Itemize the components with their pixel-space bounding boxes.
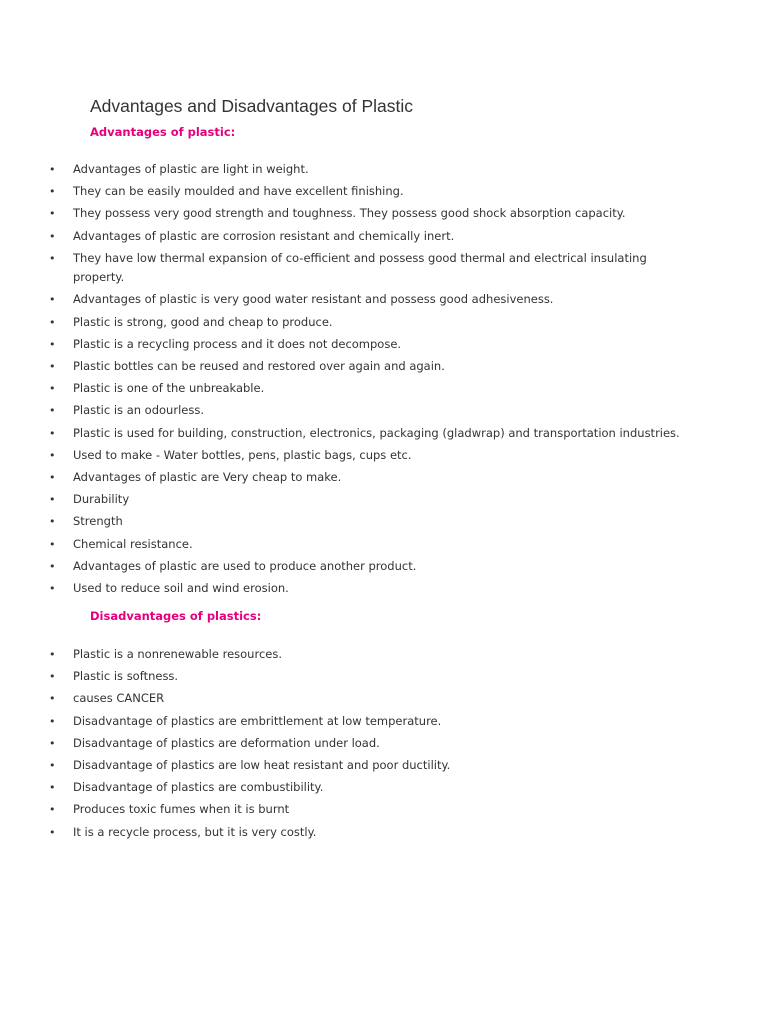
bullet-icon: • <box>49 670 56 684</box>
list-item-text: Plastic is a nonrenewable resources. <box>73 647 282 661</box>
list-item <box>0 490 700 510</box>
list-item-text: Plastic is softness. <box>73 669 179 684</box>
bullet-icon: • <box>49 360 56 373</box>
list-item-text: Advantages of plastic are used to produce another product. <box>73 558 417 573</box>
disadvantages-list <box>0 645 700 845</box>
list-item <box>0 756 700 776</box>
bullet-icon: • <box>49 337 56 351</box>
list-item <box>0 689 700 709</box>
list-item <box>0 468 700 488</box>
list-item <box>0 579 700 599</box>
list-item <box>0 313 700 333</box>
list-item <box>0 446 700 466</box>
list-item <box>0 249 700 288</box>
bullet-icon: • <box>49 781 56 795</box>
bullet-icon: • <box>49 293 56 307</box>
bullet-icon: • <box>49 251 56 265</box>
list-item-text: Plastic bottles can be reused and restored over again and again. <box>73 359 445 373</box>
list-item-text: Plastic is an odourless. <box>73 403 204 418</box>
advantages-heading: Advantages of plastic: <box>90 125 236 139</box>
list-item <box>0 712 700 732</box>
advantages-list <box>0 160 700 601</box>
list-item <box>0 557 700 577</box>
bullet-icon: • <box>49 537 56 551</box>
bullet-icon: • <box>49 163 56 176</box>
bullet-icon: • <box>49 515 56 529</box>
list-item <box>0 160 700 180</box>
list-item-text: Plastic is strong, good and cheap to produce. <box>73 314 333 329</box>
list-item-text: They can be easily moulded and have excellent finishing. <box>73 184 404 199</box>
bullet-icon: • <box>49 382 56 396</box>
list-item <box>0 401 700 421</box>
list-item <box>0 182 700 202</box>
list-item-text: Produces toxic fumes when it is burnt <box>73 802 290 817</box>
list-item-text: causes CANCER <box>73 691 165 706</box>
bullet-icon: • <box>49 185 56 199</box>
disadvantages-heading: Disadvantages of plastics: <box>90 609 262 623</box>
bullet-icon: • <box>49 207 56 221</box>
list-item <box>0 335 700 355</box>
list-item-text: Used to make - Water bottles, pens, plastic bags, cups etc. <box>73 447 412 462</box>
list-item <box>0 778 700 798</box>
bullet-icon: • <box>49 493 56 507</box>
list-item-text: Advantages of plastic are corrosion resistant and chemically inert. <box>73 228 455 243</box>
bullet-icon: • <box>49 229 56 243</box>
list-item-text: They have low thermal expansion of co-efficient and possess good thermal and electrical insulating property. <box>73 250 647 285</box>
list-item <box>0 357 700 377</box>
list-item-text: Strength <box>73 514 123 529</box>
bullet-icon: • <box>49 692 56 706</box>
bullet-icon: • <box>49 648 56 661</box>
list-item-text: They possess very good strength and toughness. They possess good shock absorption capacity. <box>73 206 626 221</box>
list-item <box>0 379 700 399</box>
list-item-text: Advantages of plastic are light in weight. <box>73 162 309 176</box>
list-item-text: Advantages of plastic is very good water resistant and possess good adhesiveness. <box>73 292 554 307</box>
list-item-text: Durability <box>73 492 130 507</box>
list-item-text: Plastic is a recycling process and it does not decompose. <box>73 336 402 351</box>
page-title: Advantages and Disadvantages of Plastic <box>90 96 413 116</box>
list-item <box>0 535 700 555</box>
list-item <box>0 227 700 247</box>
list-item <box>0 204 700 224</box>
list-item-text: Chemical resistance. <box>73 536 193 551</box>
bullet-icon: • <box>49 736 56 750</box>
list-item <box>0 823 700 843</box>
bullet-icon: • <box>49 426 56 440</box>
bullet-icon: • <box>49 559 56 573</box>
list-item <box>0 512 700 532</box>
bullet-icon: • <box>49 803 56 817</box>
list-item <box>0 667 700 687</box>
bullet-icon: • <box>49 714 56 728</box>
list-item-text: Disadvantage of plastics are combustibility. <box>73 780 324 795</box>
bullet-icon: • <box>49 315 56 329</box>
bullet-icon: • <box>49 404 56 418</box>
list-item-text: Plastic is one of the unbreakable. <box>73 381 265 396</box>
list-item <box>0 734 700 754</box>
list-item-text: Used to reduce soil and wind erosion. <box>73 580 289 595</box>
list-item-text: It is a recycle process, but it is very costly. <box>73 824 317 839</box>
list-item-text: Plastic is used for building, construction, electronics, packaging (gladwrap) and transportation industries. <box>73 425 680 440</box>
list-item-text: Disadvantage of plastics are embrittlement at low temperature. <box>73 713 442 728</box>
list-item <box>0 800 700 820</box>
bullet-icon: • <box>49 825 56 839</box>
list-item-text: Advantages of plastic are Very cheap to make. <box>73 469 342 484</box>
list-item <box>0 424 700 444</box>
bullet-icon: • <box>49 448 56 462</box>
list-item-text: Disadvantage of plastics are deformation under load. <box>73 735 380 750</box>
list-item <box>0 645 700 665</box>
bullet-icon: • <box>49 470 56 484</box>
bullet-icon: • <box>49 758 56 772</box>
list-item <box>0 290 700 310</box>
list-item-text: Disadvantage of plastics are low heat resistant and poor ductility. <box>73 757 451 772</box>
bullet-icon: • <box>49 581 56 595</box>
